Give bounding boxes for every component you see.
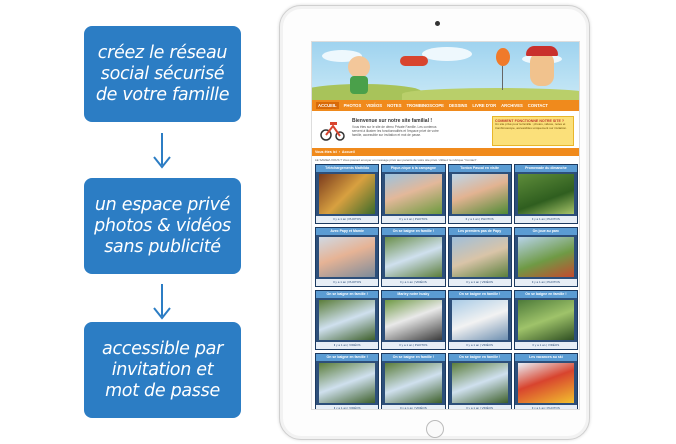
promo-box-invitation <box>84 322 241 418</box>
balloon-icon <box>496 48 510 66</box>
info-note <box>492 116 574 146</box>
tablet-screen <box>311 41 580 410</box>
promo-line: mot de passe <box>105 380 220 401</box>
album-card[interactable]: Pique-nique à la campagne Il y a 1 an | PHOTOS <box>381 164 445 224</box>
promo-line: créez le réseau <box>97 42 228 63</box>
nav-item-dessins[interactable]: DESSINS <box>448 103 468 108</box>
album-card[interactable]: Promenade du dimanche Il y a 1 an | PHOTOS <box>514 164 578 224</box>
breadcrumb-label: Vous êtes ici <box>315 150 337 154</box>
intro-section <box>312 112 580 148</box>
note-text: Un site privé pour la famille : photos, vidéos, notes et trombinoscope, accessibles uniquement sur invitation. <box>495 122 567 130</box>
nav-item-contact[interactable]: CONTACT <box>527 103 548 108</box>
intro-text: Vous êtes sur le site de démo Private Famille. Les contenus servent à illustrer les fonctionnalités et l'espace privé de votre famille, accessible sur invitation et mot de passe. <box>352 125 439 137</box>
album-card[interactable]: On se baigne en famille ! Il y a 1 an | VIDÉOS <box>381 353 445 410</box>
camera-icon <box>435 21 440 26</box>
site-banner <box>312 42 580 100</box>
promo-line: invitation et <box>111 359 214 380</box>
album-card[interactable]: Avec Papy et Mamie Il y a 1 an | PHOTOS <box>315 227 379 287</box>
album-card[interactable]: On se baigne en famille ! Il y a 1 an | VIDÉOS <box>448 353 512 410</box>
down-arrow-icon <box>150 131 174 171</box>
album-card[interactable]: On joue au parc Il y a 1 an | PHOTOS <box>514 227 578 287</box>
album-card[interactable]: On se baigne en famille ! Il y a 1 an | VIDÉOS <box>514 290 578 350</box>
nav-item-videos[interactable]: VIDÉOS <box>366 103 383 108</box>
promo-box-family-network <box>84 26 241 122</box>
album-grid <box>315 164 578 410</box>
info-line: LE SAVIEZ-VOUS ? Vous pouvez envoyer un message privé aux parents de votre site privé. Utilisez la rubrique "Contact". <box>315 158 478 162</box>
album-card[interactable]: Les premiers pas de Papy Il y a 1 an | VIDÉOS <box>448 227 512 287</box>
intro-title: Bienvenue sur notre site familial ! <box>352 118 433 124</box>
promo-line: sans publicité <box>104 236 221 257</box>
nav-item-archives[interactable]: ARCHIVES <box>501 103 523 108</box>
nav-item-notes[interactable]: NOTES <box>387 103 402 108</box>
cartoon-kid-icon <box>348 56 370 78</box>
album-card[interactable]: On se baigne en famille ! Il y a 1 an | VIDÉOS <box>315 353 379 410</box>
promo-line: de votre famille <box>95 84 230 105</box>
note-title: COMMENT FONCTIONNE NOTRE SITE ? <box>495 119 565 123</box>
breadcrumb-link[interactable]: Accueil <box>341 150 355 154</box>
promo-box-private-space <box>84 178 241 274</box>
album-card[interactable]: Téléchargements Mathilda Il y a 1 an | PHOTOS <box>315 164 379 224</box>
nav-item-livre-dor[interactable]: LIVRE D'OR <box>472 103 497 108</box>
home-button[interactable] <box>426 420 444 438</box>
down-arrow-icon <box>150 282 174 322</box>
cartoon-grandpa-icon <box>530 52 554 86</box>
site-nav <box>312 100 580 111</box>
promo-line: accessible par <box>102 338 223 359</box>
promo-line: photos & vidéos <box>94 215 231 236</box>
album-card[interactable]: Marley notre husky Il y a 1 an | PHOTOS <box>381 290 445 350</box>
breadcrumb: Vous êtes ici › Accueil <box>312 148 580 156</box>
album-card[interactable]: On se baigne en famille ! Il y a 1 an | VIDÉOS <box>315 290 379 350</box>
promo-line: social sécurisé <box>100 63 225 84</box>
album-card[interactable]: Les vacances au ski Il y a 1 an | PHOTOS <box>514 353 578 410</box>
nav-item-photos[interactable]: PHOTOS <box>343 103 362 108</box>
promo-line: un espace privé <box>94 194 231 215</box>
album-card[interactable]: Tonton Pascal en visite Il y a 1 an | PHOTOS <box>448 164 512 224</box>
album-card[interactable]: On se baigne en famille ! Il y a 1 an | VIDÉOS <box>381 227 445 287</box>
tricycle-icon <box>320 118 346 142</box>
album-card[interactable]: On se baigne en famille ! Il y a 1 an | VIDÉOS <box>448 290 512 350</box>
helicopter-icon <box>400 56 428 66</box>
nav-item-accueil[interactable]: ACCUEIL <box>318 103 337 108</box>
nav-item-trombinoscope[interactable]: TROMBINOSCOPE <box>406 103 444 108</box>
